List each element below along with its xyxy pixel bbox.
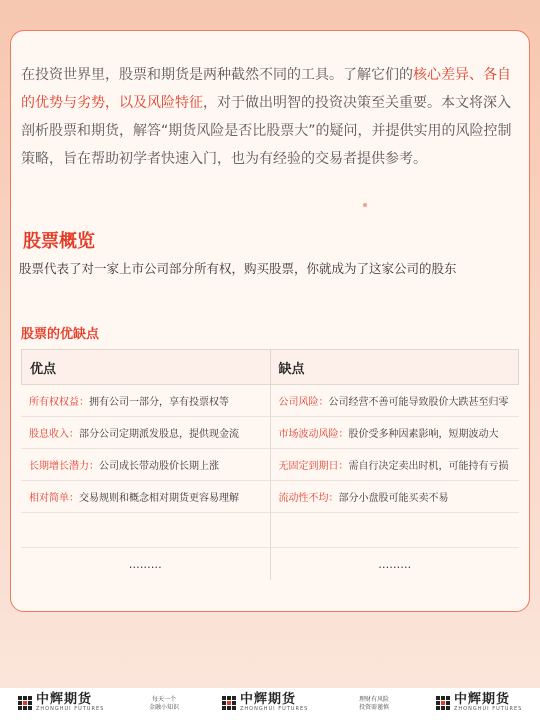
logo-grid-icon [436,696,450,710]
ellipsis-cell: ……… [270,548,520,580]
con-cell [270,385,520,416]
logo-text: 中辉期货 [454,692,511,707]
con-key: 公司风险： [278,397,329,408]
pro-cell [21,449,270,480]
empty-cell [270,513,520,547]
table-row [21,449,519,481]
table-row-empty [21,513,519,548]
pro-value: 部分公司定期派发股息，提供现金流 [79,429,239,440]
decorative-dot [363,203,367,207]
overview-text: 股票代表了对一家上市公司部分所有权，购买股票，你就成为了这家公司的股东 [19,261,457,276]
con-cell [270,481,520,512]
logo-text: 中辉期货 [36,692,93,707]
slogan-text: 每天一个 金融小知识 [148,696,179,711]
logo-grid-icon [18,696,32,710]
pro-key: 相对简单： [29,493,79,504]
con-value: 部分小盘股可能买卖不易 [338,493,449,504]
brand-logo [222,693,308,712]
empty-cell [21,513,270,547]
brand-logo [436,693,522,712]
intro-highlight: 核心差异、各自的优势与劣势，以及风险特征 [21,67,511,111]
intro-text-2: ，对于做出明智的投资决策至关重要。本文将深入剖析股票和期货，解答“期货风险是否比股票大”的疑问，并提供实用的风险控制策略，旨在帮助初学者快速入门，也为有经验的交易者提供参考。 [21,95,512,167]
con-cell [270,417,520,448]
brand-logo [18,693,104,712]
table-row [21,417,519,449]
table-row [21,481,519,513]
table-header [21,349,519,385]
pro-key: 所有权权益： [29,397,89,408]
pro-value: 拥有公司一部分，享有投票权等 [89,397,229,408]
slogan-text: 理财有风险 投资需谨慎 [358,696,389,711]
pro-value: 公司成长带动股价长期上涨 [99,461,219,472]
section-title: 股票概览 [23,231,95,252]
logo-grid-icon [222,696,236,710]
con-value: 需自行决定卖出时机，可能持有亏损 [348,461,509,472]
pro-key: 股息收入： [29,429,79,440]
pro-key: 长期增长潜力： [29,461,99,472]
footer-bar [0,688,540,720]
logo-en-text: ZHONGHUI FUTURES [454,706,523,712]
pro-cell [21,385,270,416]
con-key: 流动性不均： [278,493,339,504]
con-value: 股价受多种因素影响，短期波动大 [348,429,499,440]
pro-cell [21,481,270,512]
intro-text-1: 在投资世界里，股票和期货是两种截然不同的工具。了解它们的 [21,67,413,83]
con-key: 市场波动风险： [278,429,349,440]
pro-value: 交易规则和概念相对期货更容易理解 [79,493,239,504]
sub-title: 股票的优缺点 [21,327,100,342]
table-row [21,385,519,417]
logo-en-text: ZHONGHUI FUTURES [240,706,309,712]
content-card [10,30,530,612]
logo-en-text: ZHONGHUI FUTURES [36,706,105,712]
pro-cell [21,417,270,448]
intro-paragraph [21,61,521,173]
con-cell [270,449,520,480]
table-row-ellipsis [21,548,519,580]
pros-cons-table [21,349,519,580]
header-pros: 优点 [30,361,57,377]
logo-text: 中辉期货 [240,692,297,707]
ellipsis-cell: ……… [128,557,162,571]
header-cons: 缺点 [270,350,519,384]
con-key: 无固定到期日： [278,461,349,472]
con-value: 公司经营不善可能导致股价大跌甚至归零 [328,397,509,408]
